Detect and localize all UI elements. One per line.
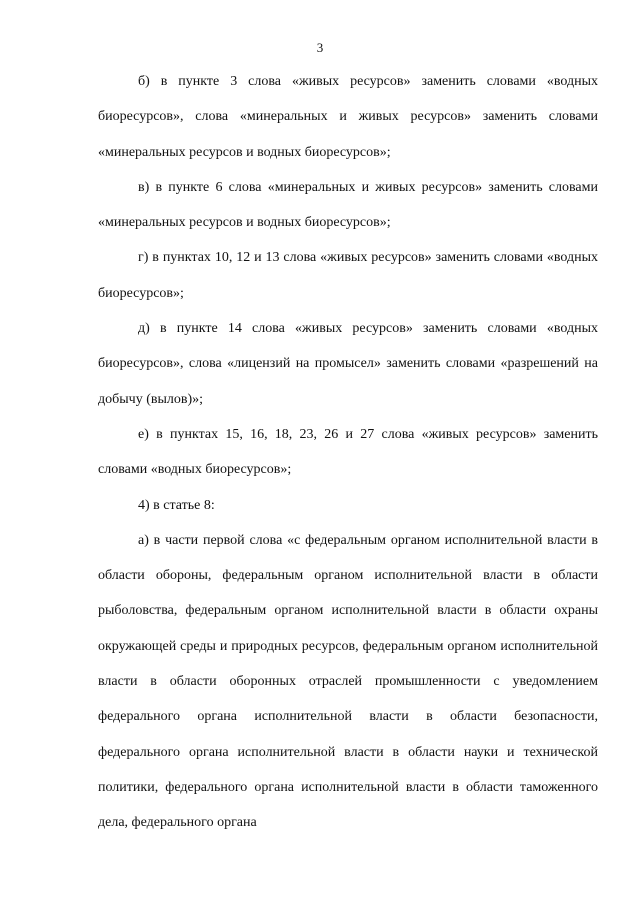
paragraph-item-4: 4) в статье 8: [138,497,215,513]
paragraph-v: в) в пункте 6 слова «минеральных и живых ресурсов» заменить словами «минеральных ресурсов и водных биоресурсов»; [98,179,598,231]
paragraph-a: а) в части первой слова «с федеральным органом исполнительной власти в области обороны, федеральным органом исполнительной власти в области рыболовства, федеральным органом исполнительной власти в области охраны окружающей среды и природных ресурсов, федеральным органом исполнительной власти в области оборонных отраслей промышленности с уведомлением федерального органа исполнительной власти в области безопасности, федерального органа исполнительной власти в области науки и технической политики, федерального органа исполнительной власти в области таможенного дела, федерального органа [98,532,598,831]
document-body [98,64,598,841]
paragraph-g: г) в пунктах 10, 12 и 13 слова «живых ресурсов» заменить словами «водных биоресурсов»; [98,250,598,301]
page-number: 3 [316,40,324,55]
paragraph-d: д) в пункте 14 слова «живых ресурсов» заменить словами «водных биоресурсов», слова «лицензий на промысел» заменить словами «разрешений на добычу (вылов)»; [98,321,598,407]
paragraph-b: б) в пункте 3 слова «живых ресурсов» заменить словами «водных биоресурсов», слова «минеральных и живых ресурсов» заменить словами «минеральных ресурсов и водных биоресурсов»; [98,74,598,160]
paragraph-e: е) в пунктах 15, 16, 18, 23, 26 и 27 слова «живых ресурсов» заменить словами «водных биоресурсов»; [98,426,598,478]
